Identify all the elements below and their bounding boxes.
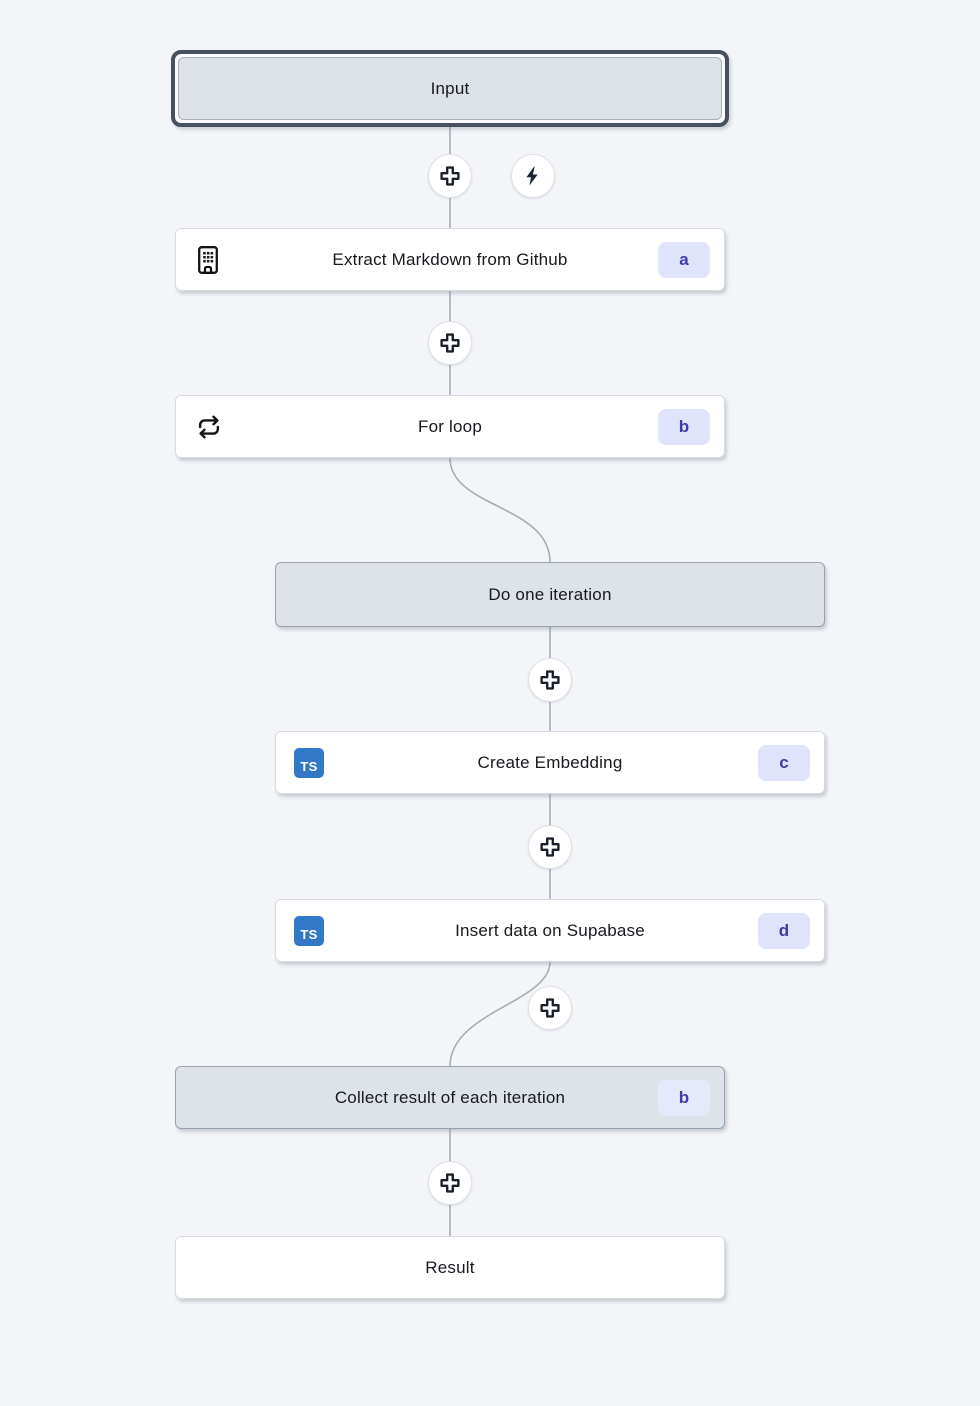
node-label: For loop — [418, 416, 482, 436]
add-step-button[interactable] — [528, 658, 572, 702]
repeat-icon — [194, 413, 224, 441]
node-label: Create Embedding — [477, 752, 623, 772]
building-icon — [194, 244, 222, 276]
node-label: Do one iteration — [488, 584, 612, 604]
node-for-loop[interactable] — [175, 395, 725, 458]
node-label: Extract Markdown from Github — [332, 249, 568, 269]
plus-icon — [439, 1172, 461, 1194]
node-input-body — [178, 57, 722, 120]
plus-icon — [439, 332, 461, 354]
node-label: Input — [430, 78, 470, 98]
node-label: Result — [425, 1257, 475, 1277]
node-badge: b — [658, 1080, 710, 1116]
typescript-icon — [294, 916, 324, 946]
plus-icon — [439, 165, 461, 187]
typescript-icon-label: TS — [294, 916, 324, 946]
node-badge: b — [658, 409, 710, 445]
add-step-button[interactable] — [528, 825, 572, 869]
node-create-embedding[interactable] — [275, 731, 825, 794]
add-step-button[interactable] — [428, 321, 472, 365]
node-extract-markdown[interactable] — [175, 228, 725, 291]
plus-icon — [539, 836, 561, 858]
node-do-one-iteration[interactable] — [275, 562, 825, 627]
node-badge: d — [758, 913, 810, 949]
add-step-button[interactable] — [428, 154, 472, 198]
node-label: Collect result of each iteration — [334, 1087, 566, 1107]
node-badge: c — [758, 745, 810, 781]
node-result[interactable] — [175, 1236, 725, 1299]
node-insert-supabase[interactable] — [275, 899, 825, 962]
add-step-button[interactable] — [528, 986, 572, 1030]
plus-icon — [539, 669, 561, 691]
add-step-button[interactable] — [428, 1161, 472, 1205]
typescript-icon-label: TS — [294, 748, 324, 778]
node-input[interactable] — [171, 50, 729, 127]
connector — [450, 458, 550, 562]
node-badge: a — [658, 242, 710, 278]
lightning-icon — [522, 165, 544, 187]
node-collect-results[interactable] — [175, 1066, 725, 1129]
node-label: Insert data on Supabase — [455, 920, 645, 940]
trigger-button[interactable] — [511, 154, 555, 198]
plus-icon — [539, 997, 561, 1019]
typescript-icon — [294, 748, 324, 778]
